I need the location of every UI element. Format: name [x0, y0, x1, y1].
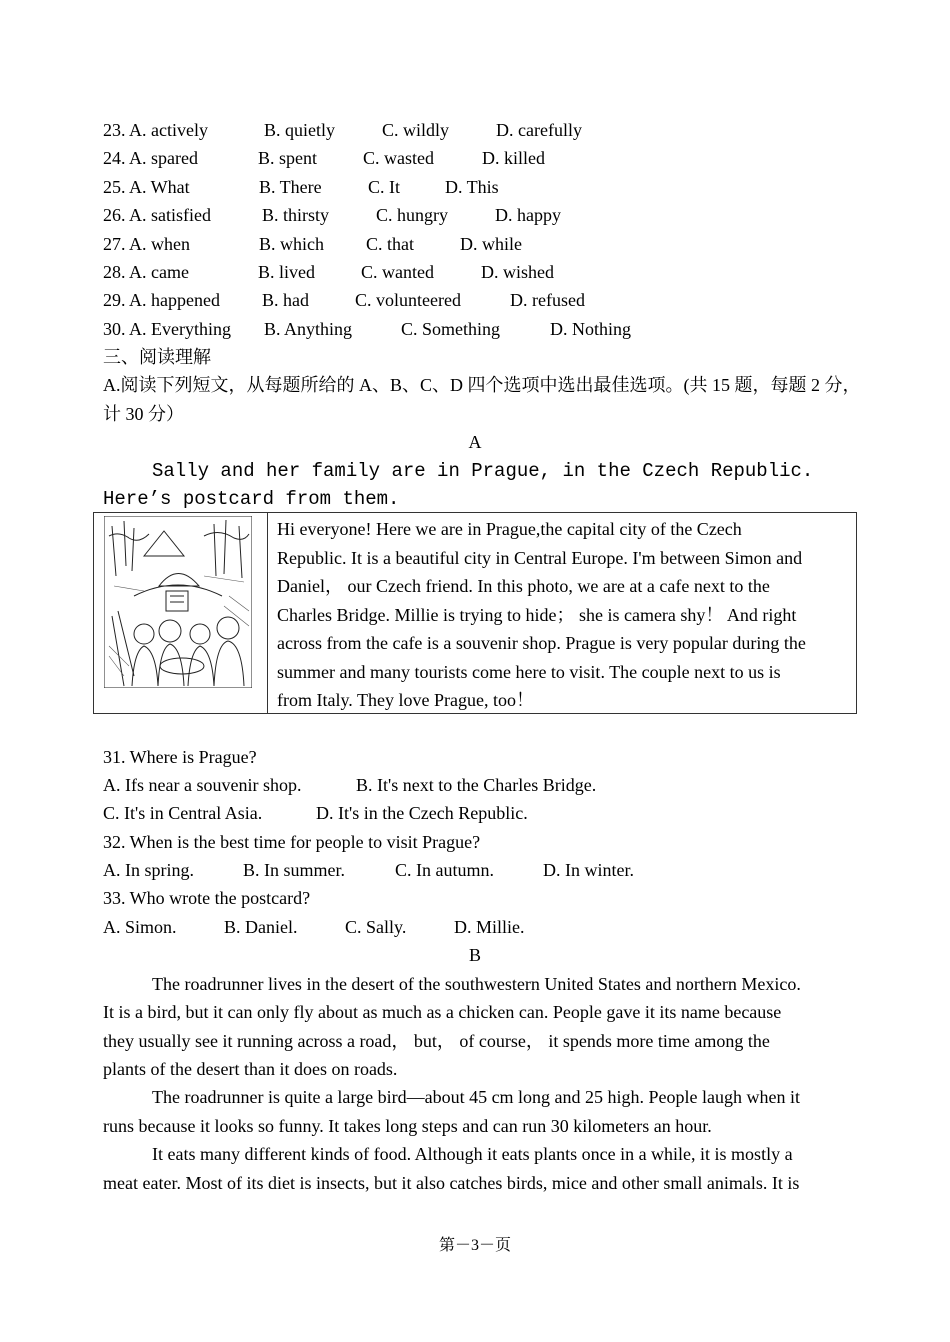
option-d: D. In winter.	[543, 860, 634, 880]
option-a: 29. A. happened	[103, 290, 220, 310]
question-25	[103, 175, 499, 199]
question-32-stem: 32. When is the best time for people to visit Prague?	[103, 832, 481, 852]
question-27	[103, 232, 522, 256]
postcard-text	[277, 515, 847, 715]
option-b: B. which	[259, 234, 324, 254]
passage-line: runs because it looks so funny. It takes long steps and can run 30 kilometers an hour.	[103, 1116, 712, 1136]
passage-line: The roadrunner lives in the desert of the southwestern United States and northern Mexico.	[152, 974, 801, 994]
passage-line: meat eater. Most of its diet is insects, but it also catches birds, mice and other small animals. It is	[103, 1173, 800, 1193]
postcard-line: across from the cafe is a souvenir shop. Prague is very popular during the	[277, 633, 806, 653]
option-d: D. carefully	[496, 120, 582, 140]
option-a: 26. A. satisfied	[103, 205, 211, 225]
postcard-line: Republic. It is a beautiful city in Central Europe. I'm between Simon and	[277, 547, 803, 568]
question-26	[103, 203, 561, 227]
option-c: C. volunteered	[355, 290, 461, 310]
option-c: C. Something	[401, 319, 501, 339]
option-b: B. quietly	[264, 120, 335, 140]
postcard-table	[93, 512, 857, 714]
option-d: D. happy	[495, 205, 561, 225]
question-28	[103, 260, 554, 284]
option-a: 23. A. actively	[103, 120, 208, 140]
passage-line: The roadrunner is quite a large bird—about 45 cm long and 25 high. People laugh when it	[152, 1087, 801, 1107]
postcard-photo	[104, 516, 252, 688]
cafe-sketch-image	[104, 516, 252, 688]
option-b: B. spent	[258, 148, 318, 168]
page-number-footer: 第－3－页	[438, 1237, 511, 1254]
option-b: B. had	[262, 290, 309, 310]
instructions-line-1: A.阅读下列短文，从每题所给的 A、B、C、D 四个选项中选出最佳选项。(共 15 题，每题 2 分，	[103, 375, 861, 395]
option-d: D. This	[445, 177, 499, 197]
option-b: B. In summer.	[243, 860, 345, 880]
option-a: 30. A. Everything	[103, 319, 231, 339]
option-a: 28. A. came	[103, 262, 189, 282]
option-d: D. wished	[481, 262, 554, 282]
postcard-line: Hi everyone! Here we are in Prague,the capital city of the Czech	[277, 519, 742, 539]
passage-a-intro-line-2: Here’s postcard from them.	[103, 488, 400, 510]
passage-b-label: B	[468, 945, 481, 965]
passage-line: they usually see it running across a road， but， of course， it spends more time among the	[103, 1031, 770, 1051]
option-a: 27. A. when	[103, 234, 190, 254]
option-c: C. Sally.	[345, 917, 407, 937]
question-33-stem: 33. Who wrote the postcard?	[103, 888, 311, 908]
option-c: C. In autumn.	[395, 860, 494, 880]
postcard-line: Daniel， our Czech friend. In this photo, we are at a cafe next to the	[277, 576, 770, 596]
passage-line: It is a bird, but it can only fly about as much as a chicken can. People gave it its name because	[103, 1002, 782, 1022]
question-32-options	[103, 858, 634, 882]
option-c: C. hungry	[376, 205, 448, 225]
option-d: D. refused	[510, 290, 585, 310]
question-23	[103, 118, 582, 142]
postcard-line: from Italy. They love Prague, too！	[277, 690, 534, 710]
option-d: D. while	[460, 234, 522, 254]
passage-line: plants of the desert than it does on roads.	[103, 1059, 398, 1079]
question-31-row-2	[103, 801, 528, 825]
option-c: C. wasted	[363, 148, 434, 168]
option-b: B. thirsty	[262, 205, 330, 225]
option-a: A. Simon.	[103, 917, 177, 937]
option-a: 24. A. spared	[103, 148, 198, 168]
option-d: D. Millie.	[454, 917, 525, 937]
option-a: A. In spring.	[103, 860, 194, 880]
option-c: C. that	[366, 234, 414, 254]
option-c: C. It's in Central Asia.	[103, 803, 263, 823]
question-24	[103, 146, 545, 170]
option-b: B. It's next to the Charles Bridge.	[356, 775, 597, 795]
passage-a-label: A	[468, 432, 482, 452]
option-a: 25. A. What	[103, 177, 190, 197]
option-b: B. Anything	[264, 319, 353, 339]
question-30	[103, 317, 631, 341]
table-divider	[267, 513, 268, 713]
question-31-stem: 31. Where is Prague?	[103, 747, 257, 767]
option-c: C. wildly	[382, 120, 450, 140]
option-d: D. It's in the Czech Republic.	[316, 803, 528, 823]
option-b: B. lived	[258, 262, 315, 282]
question-31-row-1	[103, 773, 597, 797]
postcard-line: summer and many tourists come here to visit. The couple next to us is	[277, 661, 781, 682]
instructions-line-2: 计 30 分）	[103, 404, 184, 424]
passage-a-intro-line-1: Sally and her family are in Prague, in the Czech Republic.	[152, 460, 814, 482]
question-29	[103, 288, 585, 312]
option-c: C. It	[368, 177, 401, 197]
postcard-line: Charles Bridge. Millie is trying to hide； she is camera shy！ And right	[277, 604, 797, 625]
option-d: D. Nothing	[550, 319, 631, 339]
passage-line: It eats many different kinds of food. Although it eats plants once in a while, it is mostly a	[152, 1144, 793, 1164]
option-a: A. Ifs near a souvenir shop.	[103, 775, 302, 795]
option-b: B. There	[259, 177, 322, 197]
option-d: D. killed	[482, 148, 545, 168]
option-b: B. Daniel.	[224, 917, 298, 937]
option-c: C. wanted	[361, 262, 434, 282]
question-33-options	[103, 915, 525, 939]
section-title: 三、阅读理解	[103, 347, 211, 367]
